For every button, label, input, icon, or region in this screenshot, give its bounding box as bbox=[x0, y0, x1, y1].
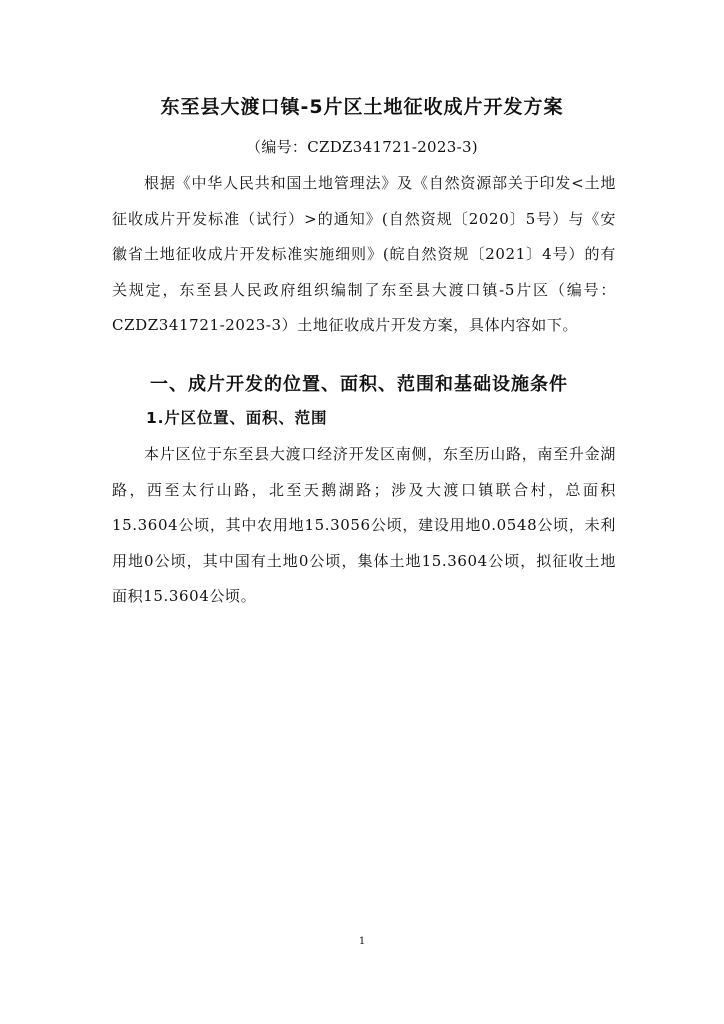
document-number: （编号：CZDZ341721-2023-3) bbox=[246, 138, 478, 156]
section-heading: 一、成片开发的位置、面积、范围和基础设施条件 bbox=[150, 374, 568, 395]
page-number: 1 bbox=[358, 936, 366, 947]
location-area-paragraph: 本片区位于东至县大渡口经济开发区南侧，东至历山路，南至升金湖路，西至太行山路，北至天鹅湖路；涉及大渡口镇联合村，总面积15.3604公顷，其中农用地15.3056公顷，建设用地0.0548公顷，未利用地0公顷，其中国有土地0公顷，集体土地15.3604公顷，拟征收土地面积15.3604公顷。 bbox=[112, 445, 616, 605]
document-title: 东至县大渡口镇-5片区土地征收成片开发方案 bbox=[160, 96, 564, 118]
intro-paragraph: 根据《中华人民共和国土地管理法》及《自然资源部关于印发<土地征收成片开发标准（试行）>的通知》(自然资规〔2020〕5号）与《安徽省土地征收成片开发标准实施细则》(皖自然资规〔2021〕4号）的有关规定，东至县人民政府组织编制了东至县大渡口镇-5片区（编号：CZDZ341721-2023-3）土地征收成片开发方案，具体内容如下。 bbox=[112, 174, 616, 334]
subsection-heading: 1.片区位置、面积、范围 bbox=[146, 409, 328, 427]
